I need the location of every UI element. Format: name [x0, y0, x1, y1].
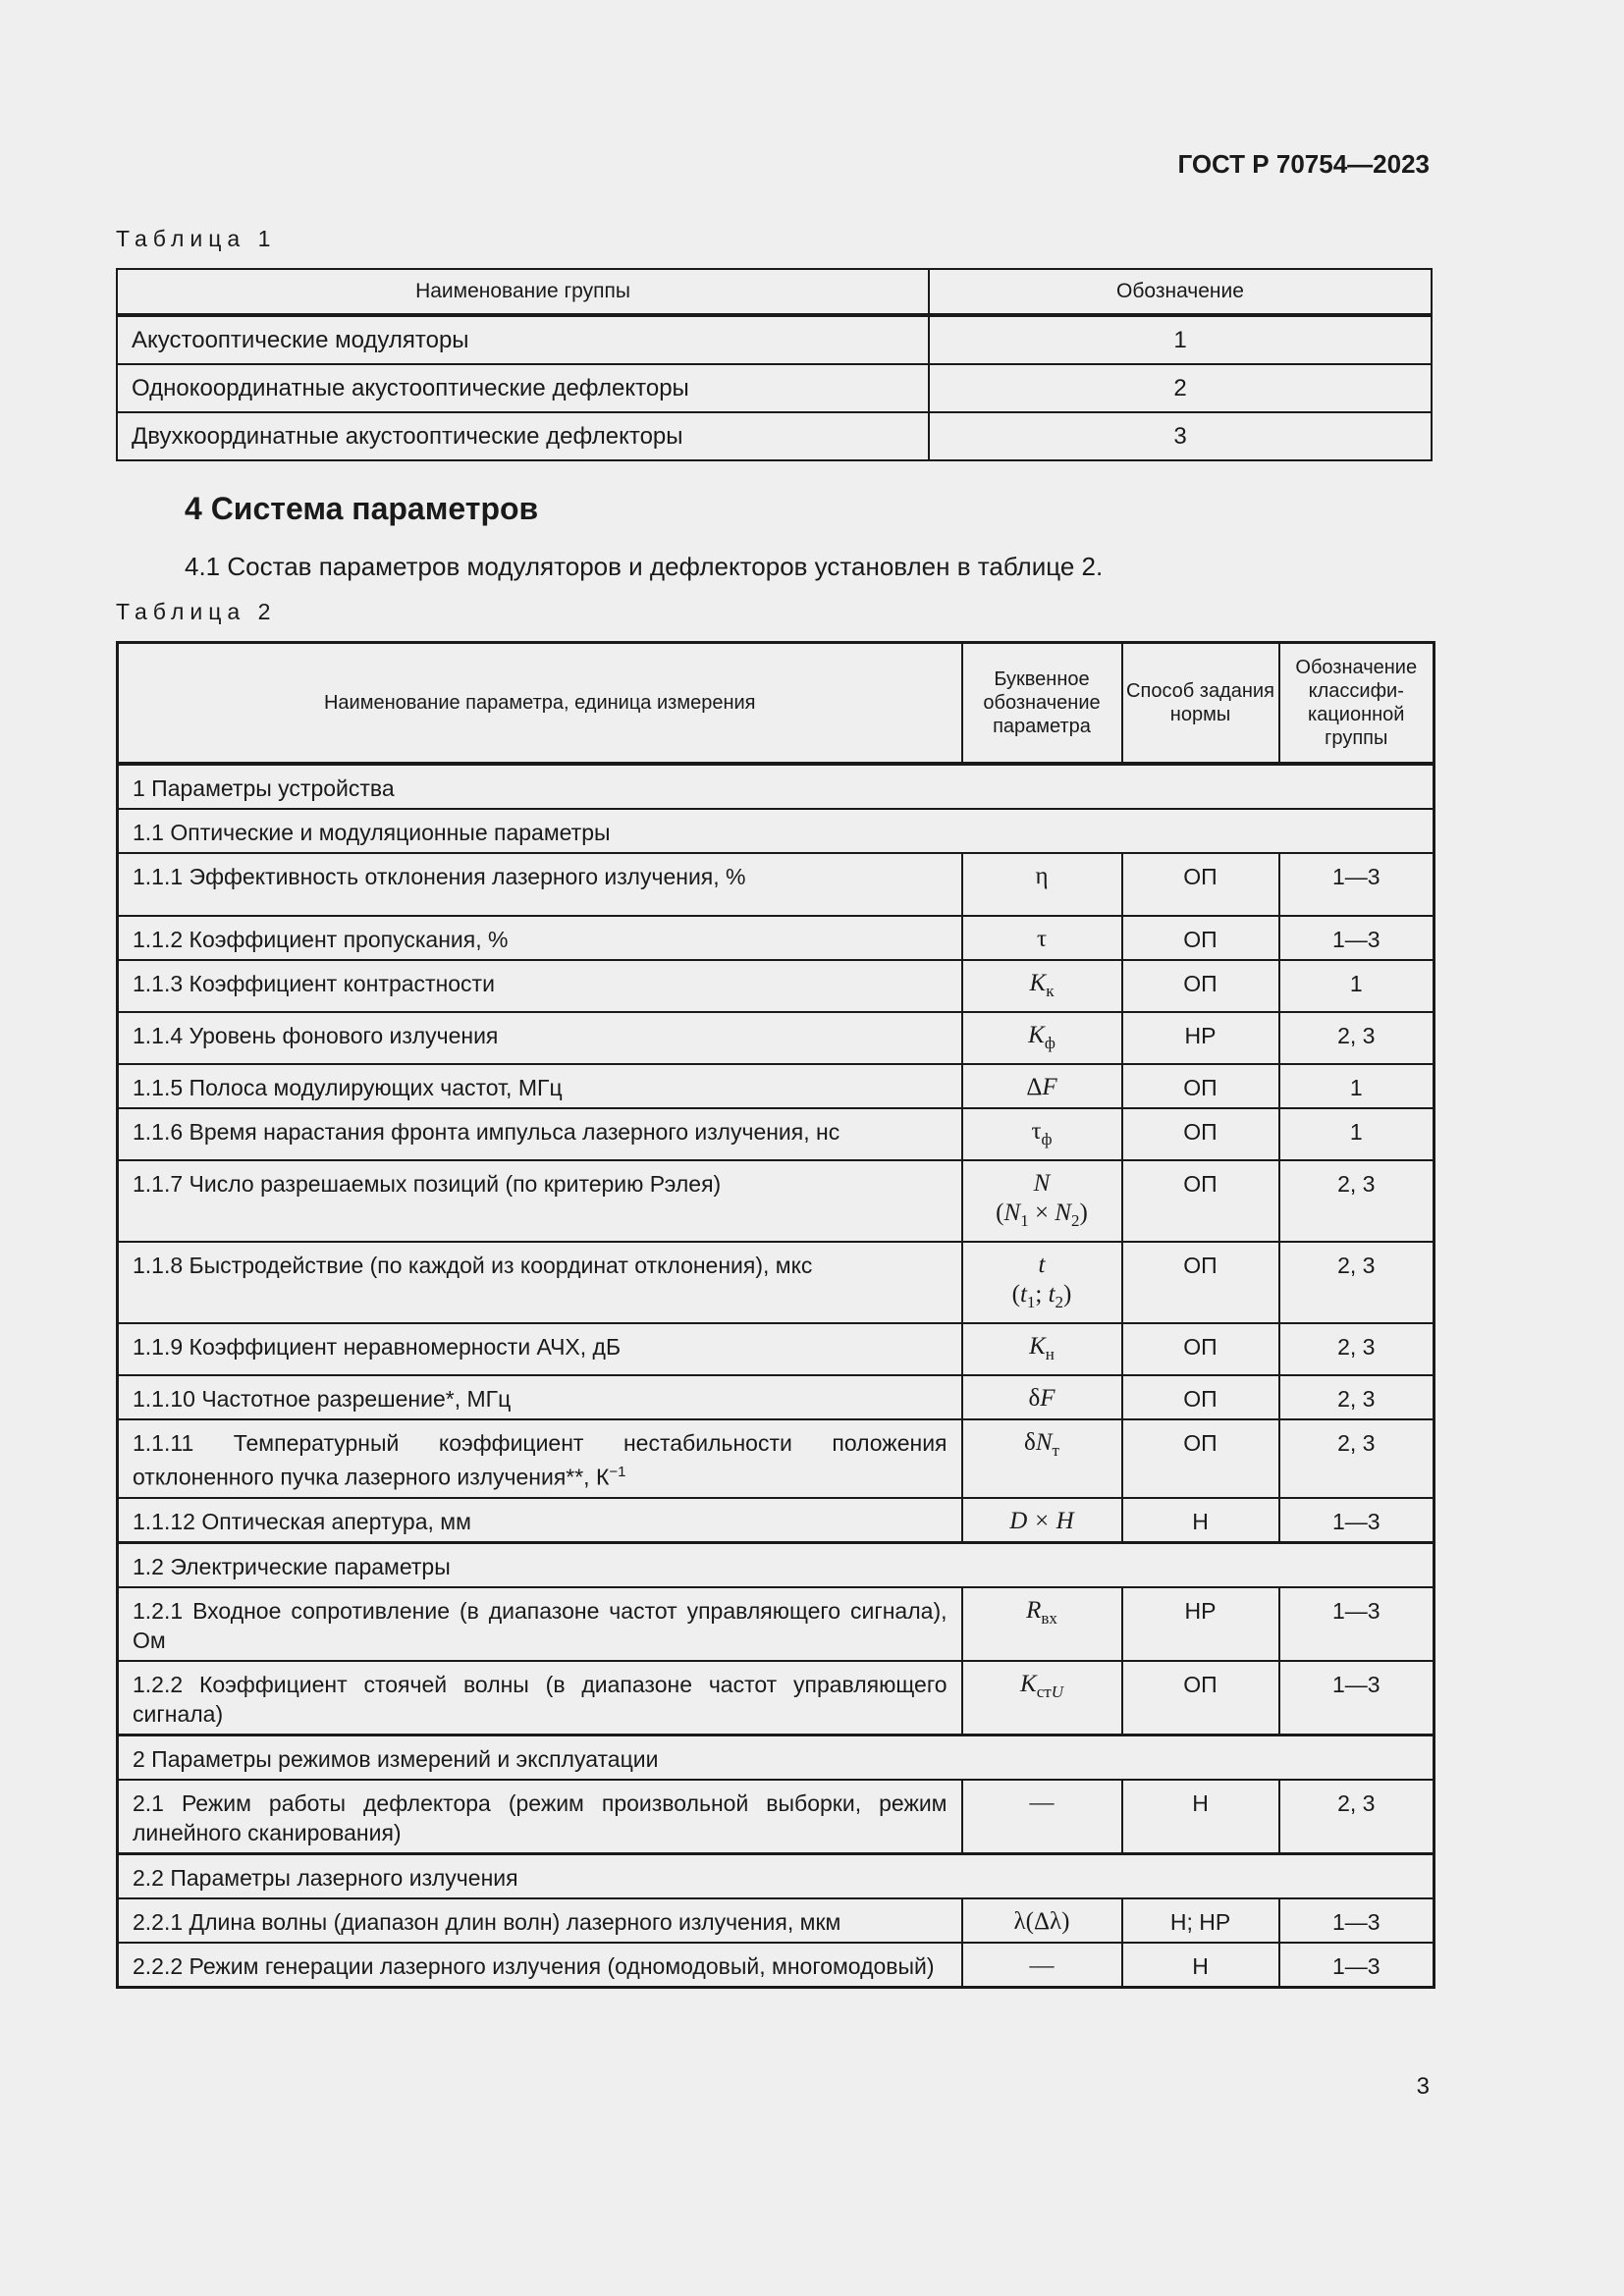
group-designation: 2, 3 [1279, 1780, 1435, 1854]
parameter-name: 1.1.12 Оптическая апертура, мм [118, 1498, 962, 1543]
table-header-row [118, 643, 1435, 765]
table-row [118, 1661, 1435, 1735]
parameter-symbol: $K_ф$ [962, 1012, 1122, 1064]
document-code: ГОСТ Р 70754—2023 [1177, 149, 1430, 179]
table-row [118, 1160, 1435, 1242]
table-2 [116, 641, 1435, 1989]
group-designation: 1—3 [1279, 1943, 1435, 1988]
table-row [117, 315, 1432, 364]
parameter-symbol: λ(Δλ) [962, 1898, 1122, 1943]
table-row [118, 1498, 1435, 1543]
table-row [117, 364, 1432, 412]
norm-method: Н [1122, 1943, 1279, 1988]
group-designation: 2, 3 [1279, 1323, 1435, 1375]
parameter-name: 2.2.1 Длина волны (диапазон длин волн) лазерного излучения, мкм [118, 1898, 962, 1943]
parameter-name: 1.1.9 Коэффициент неравномерности АЧХ, дБ [118, 1323, 962, 1375]
group-designation: 1 [1279, 960, 1435, 1012]
group-designation: 1 [1279, 1064, 1435, 1108]
group-designation: 2, 3 [1279, 1242, 1435, 1323]
table-row [118, 1242, 1435, 1323]
table-row [118, 1943, 1435, 1988]
page-number: 3 [1416, 2073, 1430, 2100]
table-row [118, 1012, 1435, 1064]
parameter-name: 1.1.2 Коэффициент пропускания, % [118, 916, 962, 960]
parameter-name: 1.1.7 Число разрешаемых позиций (по критерию Рэлея) [118, 1160, 962, 1242]
table-header-row [117, 269, 1432, 315]
section-row [118, 809, 1435, 853]
table-1-caption: Таблица 1 [116, 226, 277, 251]
norm-method: Н [1122, 1780, 1279, 1854]
parameter-symbol: ΔF [962, 1064, 1122, 1108]
group-designation: 2, 3 [1279, 1375, 1435, 1419]
section-row [118, 1542, 1435, 1587]
parameter-symbol: η [962, 853, 1122, 916]
parameter-name: 2.2.2 Режим генерации лазерного излучения (одномодовый, многомодовый) [118, 1943, 962, 1988]
table-2-caption: Таблица 2 [116, 599, 277, 624]
group-name-cell: Двухкоординатные акустооптические дефлекторы [117, 412, 929, 460]
section-title: 2 Параметры режимов измерений и эксплуатации [118, 1735, 1435, 1780]
parameter-symbol: δF [962, 1375, 1122, 1419]
group-designation: 1—3 [1279, 853, 1435, 916]
group-designation: 1—3 [1279, 1498, 1435, 1543]
section-title: 1 Параметры устройства [118, 764, 1435, 809]
parameter-name: 1.2.2 Коэффициент стоячей волны (в диапазоне частот управляющего сигнала) [118, 1661, 962, 1735]
norm-method: ОП [1122, 1242, 1279, 1323]
parameter-name: 1.1.3 Коэффициент контрастности [118, 960, 962, 1012]
parameter-symbol: $K_н$ [962, 1323, 1122, 1375]
group-designation: 2, 3 [1279, 1419, 1435, 1498]
norm-method: ОП [1122, 853, 1279, 916]
norm-method: ОП [1122, 1375, 1279, 1419]
column-header-group: Обозначение классифи-кационной группы [1279, 643, 1435, 765]
designation-cell: 1 [929, 315, 1432, 364]
group-designation: 1—3 [1279, 916, 1435, 960]
parameter-name: 1.1.6 Время нарастания фронта импульса лазерного излучения, нс [118, 1108, 962, 1160]
group-designation: 1—3 [1279, 1898, 1435, 1943]
parameter-name: 1.1.5 Полоса модулирующих частот, МГц [118, 1064, 962, 1108]
designation-cell: 3 [929, 412, 1432, 460]
section-row [118, 1853, 1435, 1898]
parameter-symbol: — [962, 1943, 1122, 1988]
norm-method: ОП [1122, 1323, 1279, 1375]
norm-method: НР [1122, 1012, 1279, 1064]
parameter-name: 1.1.1 Эффективность отклонения лазерного излучения, % [118, 853, 962, 916]
group-designation: 1—3 [1279, 1587, 1435, 1661]
parameter-symbol: t ($t_1$; $t_2$) [962, 1242, 1122, 1323]
section-title: 1.1 Оптические и модуляционные параметры [118, 809, 1435, 853]
table-row [118, 1898, 1435, 1943]
table-row [118, 1108, 1435, 1160]
norm-method: ОП [1122, 1419, 1279, 1498]
parameter-symbol: $\tau_ф$ [962, 1108, 1122, 1160]
table-row [118, 1419, 1435, 1498]
table-row [118, 1780, 1435, 1854]
parameter-symbol: $\delta N_т$ [962, 1419, 1122, 1498]
parameter-symbol: $K_к$ [962, 960, 1122, 1012]
table-row [118, 916, 1435, 960]
table-row [118, 853, 1435, 916]
parameter-name: 1.1.11 Температурный коэффициент нестабильности положения отклоненного пучка лазерного излучения**, $К^{-1}$ [118, 1419, 962, 1498]
norm-method: НР [1122, 1587, 1279, 1661]
parameter-name: 1.1.8 Быстродействие (по каждой из координат отклонения), мкс [118, 1242, 962, 1323]
section-title: 2.2 Параметры лазерного излучения [118, 1853, 1435, 1898]
column-header-method: Способ задания нормы [1122, 643, 1279, 765]
column-header-group-name: Наименование группы [117, 269, 929, 315]
parameter-symbol: $K_{стU}$ [962, 1661, 1122, 1735]
norm-method: Н; НР [1122, 1898, 1279, 1943]
norm-method: ОП [1122, 1064, 1279, 1108]
parameter-name: 1.2.1 Входное сопротивление (в диапазоне частот управляющего сигнала), Ом [118, 1587, 962, 1661]
parameter-name: 1.1.4 Уровень фонового излучения [118, 1012, 962, 1064]
norm-method: ОП [1122, 916, 1279, 960]
table-row [117, 412, 1432, 460]
group-designation: 1 [1279, 1108, 1435, 1160]
table-row [118, 1064, 1435, 1108]
table-row [118, 1323, 1435, 1375]
table-1 [116, 268, 1433, 461]
parameter-name: 2.1 Режим работы дефлектора (режим произвольной выборки, режим линейного сканирования) [118, 1780, 962, 1854]
group-designation: 2, 3 [1279, 1012, 1435, 1064]
section-heading: 4 Система параметров [185, 491, 539, 526]
norm-method: ОП [1122, 1108, 1279, 1160]
parameter-symbol: D × H [962, 1498, 1122, 1543]
designation-cell: 2 [929, 364, 1432, 412]
norm-method: ОП [1122, 960, 1279, 1012]
table-row [118, 960, 1435, 1012]
group-name-cell: Однокоординатные акустооптические дефлекторы [117, 364, 929, 412]
table-row [118, 1587, 1435, 1661]
norm-method: Н [1122, 1498, 1279, 1543]
section-paragraph: 4.1 Состав параметров модуляторов и дефлекторов установлен в таблице 2. [185, 552, 1104, 581]
parameter-symbol: $R_{вх}$ [962, 1587, 1122, 1661]
column-header-symbol: Буквенное обозначение параметра [962, 643, 1122, 765]
section-row [118, 1735, 1435, 1780]
column-header-designation: Обозначение [929, 269, 1432, 315]
section-row [118, 764, 1435, 809]
parameter-symbol: — [962, 1780, 1122, 1854]
parameter-name: 1.1.10 Частотное разрешение*, МГц [118, 1375, 962, 1419]
table-row [118, 1375, 1435, 1419]
parameter-symbol: τ [962, 916, 1122, 960]
column-header-parameter-name: Наименование параметра, единица измерения [118, 643, 962, 765]
group-designation: 2, 3 [1279, 1160, 1435, 1242]
norm-method: ОП [1122, 1160, 1279, 1242]
parameter-symbol: N $(N_1 \times N_2)$ [962, 1160, 1122, 1242]
group-name-cell: Акустооптические модуляторы [117, 315, 929, 364]
group-designation: 1—3 [1279, 1661, 1435, 1735]
norm-method: ОП [1122, 1661, 1279, 1735]
section-title: 1.2 Электрические параметры [118, 1542, 1435, 1587]
